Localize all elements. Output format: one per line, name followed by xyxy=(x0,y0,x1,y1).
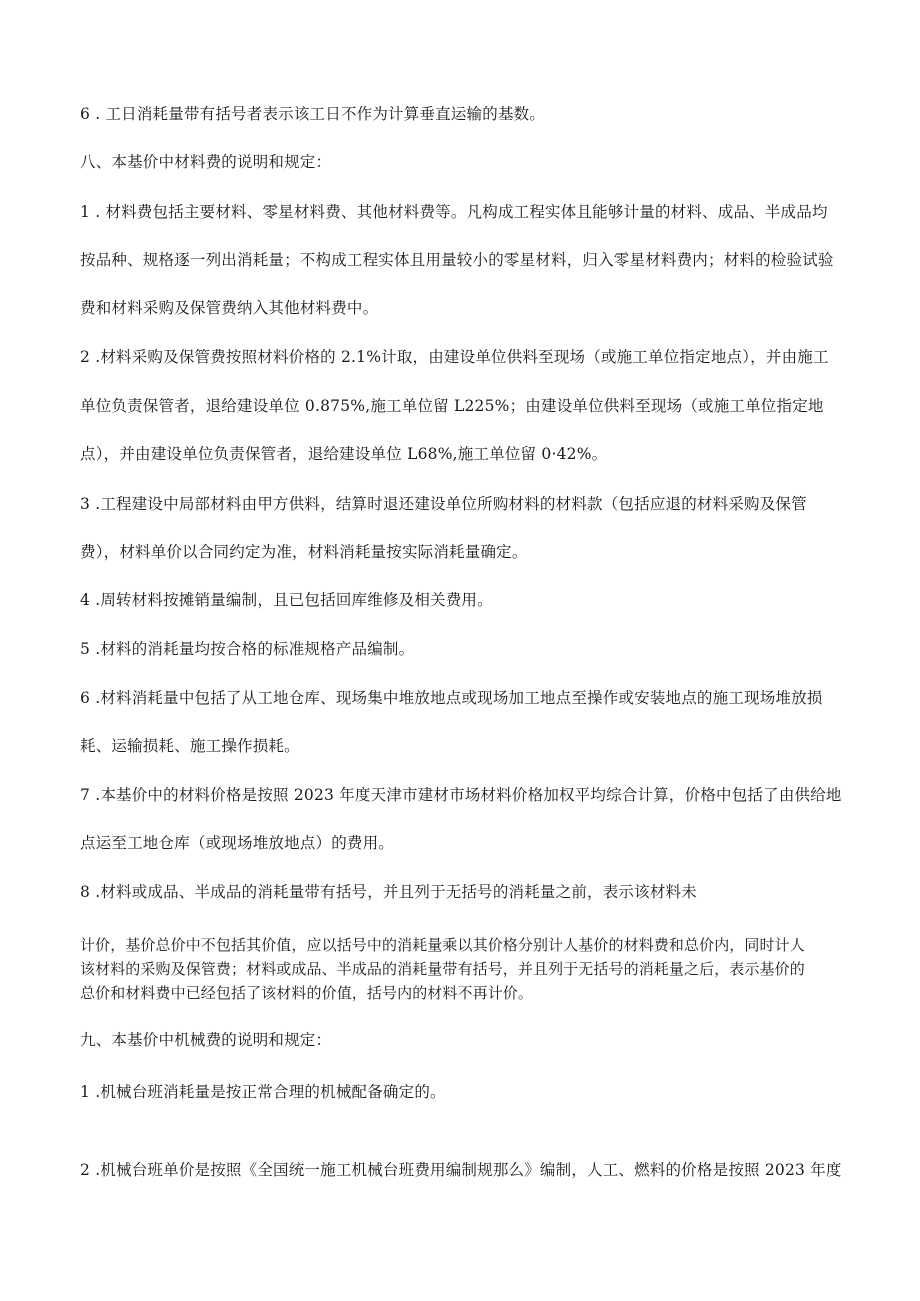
material-item-2-line-2: 单位负责保管者，退给建设单位 0.875%,施工单位留 L225%；由建设单位供料至现场（或施工单位指定地 xyxy=(80,397,824,415)
material-item-8-line-3: 该材料的采购及保管费；材料或成品、半成品的消耗量带有括号，并且列于无括号的消耗量之后，表示基价的 xyxy=(80,960,805,978)
material-item-7-line-2: 点运至工地仓库（或现场堆放地点）的费用。 xyxy=(80,834,395,852)
material-item-6-line-2: 耗、运输损耗、施工操作损耗。 xyxy=(80,737,300,755)
machinery-item-2: 2 .机械台班单价是按照《全国统一施工机械台班费用编制规那么》编制，人工、燃料的价格是按照 2023 年度 xyxy=(80,1161,842,1179)
material-item-2-line-1: 2 .材料采购及保管费按照材料价格的 2.1%计取，由建设单位供料至现场（或施工单位指定地点），并由施工 xyxy=(80,348,829,366)
material-item-6-line-1: 6 .材料消耗量中包括了从工地仓库、现场集中堆放地点或现场加工地点至操作或安装地点的施工现场堆放损 xyxy=(80,689,823,707)
material-item-2-line-3: 点），并由建设单位负责保管者，退给建设单位 L68%,施工单位留 0·42%。 xyxy=(80,445,608,463)
material-item-3-line-2: 费），材料单价以合同约定为准，材料消耗量按实际消耗量确定。 xyxy=(80,543,528,561)
material-item-5: 5 .材料的消耗量均按合格的标准规格产品编制。 xyxy=(80,640,415,658)
material-item-8-line-1: 8 .材料或成品、半成品的消耗量带有括号，并且列于无括号的消耗量之前，表示该材料未 xyxy=(80,883,697,901)
material-item-8-line-2: 计价，基价总价中不包括其价值，应以括号中的消耗量乘以其价格分别计人基价的材料费和总价内，同时计人 xyxy=(80,936,805,954)
material-item-1-line-2: 按品种、规格逐一列出消耗量；不构成工程实体且用量较小的零星材料，归入零星材料费内；材料的检验试验 xyxy=(80,251,834,269)
material-item-8-line-4: 总价和材料费中已经包括了该材料的价值，括号内的材料不再计价。 xyxy=(80,984,534,1002)
material-item-4: 4 .周转材料按摊销量编制，且已包括回库维修及相关费用。 xyxy=(80,591,493,609)
material-item-7-line-1: 7 .本基价中的材料价格是按照 2023 年度天津市建材市场材料价格加权平均综合计算，价格中包括了由供给地 xyxy=(80,786,842,804)
section-9-heading: 九、本基价中机械费的说明和规定： xyxy=(80,1031,332,1049)
section-8-heading: 八、本基价中材料费的说明和规定： xyxy=(80,153,332,171)
material-item-3-line-1: 3 .工程建设中局部材料由甲方供料，结算时退还建设单位所购材料的材料款（包括应退的材料采购及保管 xyxy=(80,495,807,513)
material-item-1-line-1: 1 . 材料费包括主要材料、零星材料费、其他材料费等。凡构成工程实体且能够计量的材料、成品、半成品均 xyxy=(80,203,828,221)
material-item-1-line-3: 费和材料采购及保管费纳入其他材料费中。 xyxy=(80,299,379,317)
machinery-item-1: 1 .机械台班消耗量是按正常合理的机械配备确定的。 xyxy=(80,1083,446,1101)
labor-note-6: 6 . 工日消耗量带有括号者表示该工日不作为计算垂直运输的基数。 xyxy=(80,105,546,123)
